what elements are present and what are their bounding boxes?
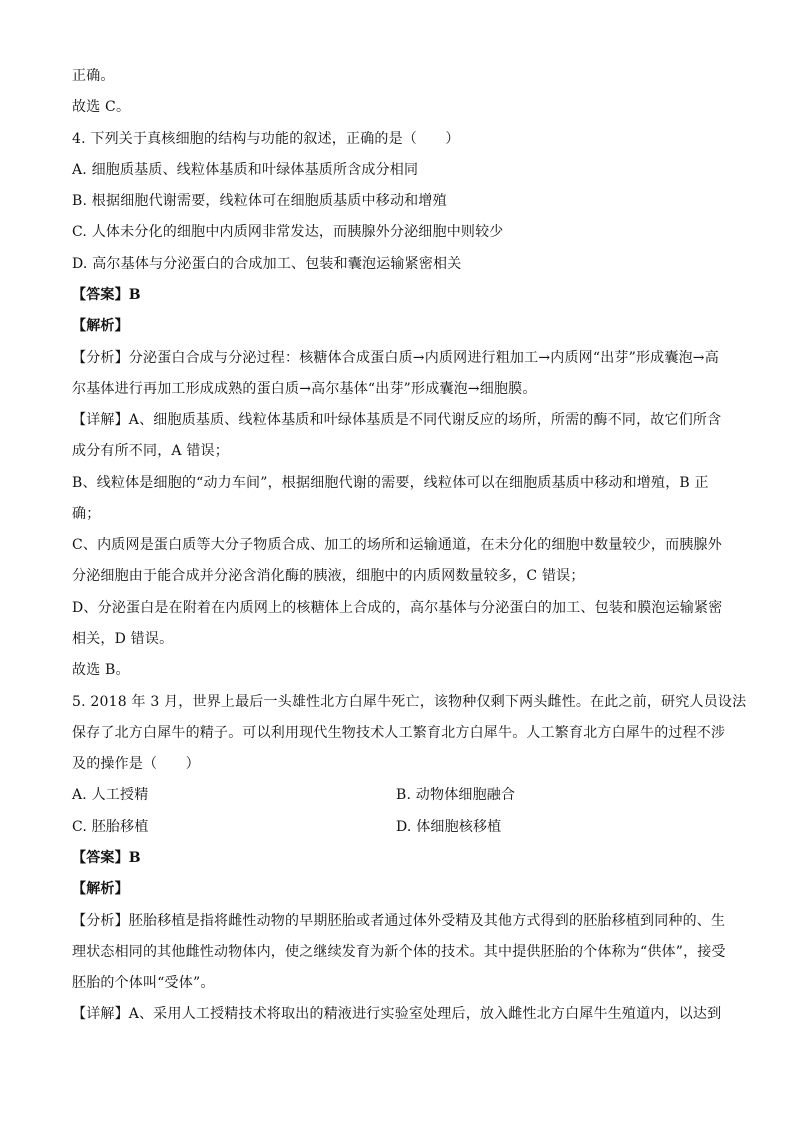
- answer-label: 【答案】B: [72, 287, 141, 303]
- question-5-stem: 5. 2018 年 3 月，世界上最后一头雄性北方白犀牛死亡，该物种仅剩下两头雌性。在此之前，研究人员设法: [72, 694, 747, 710]
- detail-text: D、分泌蛋白是在附着在内质网上的核糖体上合成的，高尔基体与分泌蛋白的加工、包装和膜泡运输紧密: [72, 600, 723, 616]
- analysis-text: 尔基体进行再加工形成成熟的蛋白质→高尔基体“出芽”形成囊泡→细胞膜。: [72, 381, 537, 397]
- detail-text: 确；: [72, 506, 101, 522]
- option-c: C. 胚胎移植: [72, 819, 149, 835]
- text-line: 故选 C。: [72, 99, 131, 115]
- detail-text: 成分有所不同，A 错误；: [72, 443, 229, 459]
- option-b: B. 根据细胞代谢需要，线粒体可在细胞质基质中移动和增殖: [72, 193, 447, 209]
- option-a: A. 细胞质基质、线粒体基质和叶绿体基质所含成分相同: [72, 162, 419, 178]
- detail-text: 分泌细胞由于能合成并分泌含消化酶的胰液，细胞中的内质网数量较多，C 错误；: [72, 568, 585, 584]
- answer-label: 【答案】B: [72, 850, 141, 866]
- option-c: C. 人体未分化的细胞中内质网非常发达，而胰腺外分泌细胞中则较少: [72, 224, 504, 240]
- question-5-stem: 及的操作是（ ）: [72, 756, 200, 772]
- detail-text: B、线粒体是细胞的“动力车间”，根据细胞代谢的需要，线粒体可以在细胞质基质中移动和增殖，B 正: [72, 475, 709, 491]
- option-a: A. 人工授精: [72, 787, 149, 803]
- text-line: 正确。: [72, 68, 115, 84]
- question-5-stem: 保存了北方白犀牛的精子。可以利用现代生物技术人工繁育北方白犀牛。人工繁育北方白犀牛的过程不涉: [72, 725, 726, 741]
- detail-text: 【详解】A、采用人工授精技术将取出的精液进行实验室处理后，放入雌性北方白犀牛生殖道内，以达到: [72, 1006, 722, 1022]
- option-d: D. 高尔基体与分泌蛋白的合成加工、包装和囊泡运输紧密相关: [72, 256, 462, 272]
- detail-text: C、内质网是蛋白质等大分子物质合成、加工的场所和运输通道，在未分化的细胞中数量较少，而胰腺外: [72, 537, 722, 553]
- detail-text: 【详解】A、细胞质基质、线粒体基质和叶绿体基质是不同代谢反应的场所，所需的酶不同，故它们所含: [72, 412, 722, 428]
- analysis-heading: 【解析】: [72, 881, 129, 897]
- analysis-text: 理状态相同的其他雌性动物体内，使之继续发育为新个体的技术。其中提供胚胎的个体称为“供体”，接受: [72, 944, 726, 960]
- text-line: 故选 B。: [72, 662, 130, 678]
- analysis-heading: 【解析】: [72, 318, 129, 334]
- question-4-stem: 4. 下列关于真核细胞的结构与功能的叙述，正确的是（ ）: [72, 131, 460, 147]
- analysis-text: 【分析】胚胎移植是指将雌性动物的早期胚胎或者通过体外受精及其他方式得到的胚胎移植到同种的、生: [72, 913, 726, 929]
- option-d: D. 体细胞核移植: [396, 819, 502, 835]
- detail-text: 相关，D 错误。: [72, 631, 174, 647]
- option-b: B. 动物体细胞融合: [396, 787, 516, 803]
- analysis-text: 胚胎的个体叫“受体”。: [72, 975, 215, 991]
- analysis-text: 【分析】分泌蛋白合成与分泌过程：核糖体合成蛋白质→内质网进行粗加工→内质网“出芽”形成囊泡→高: [72, 350, 719, 366]
